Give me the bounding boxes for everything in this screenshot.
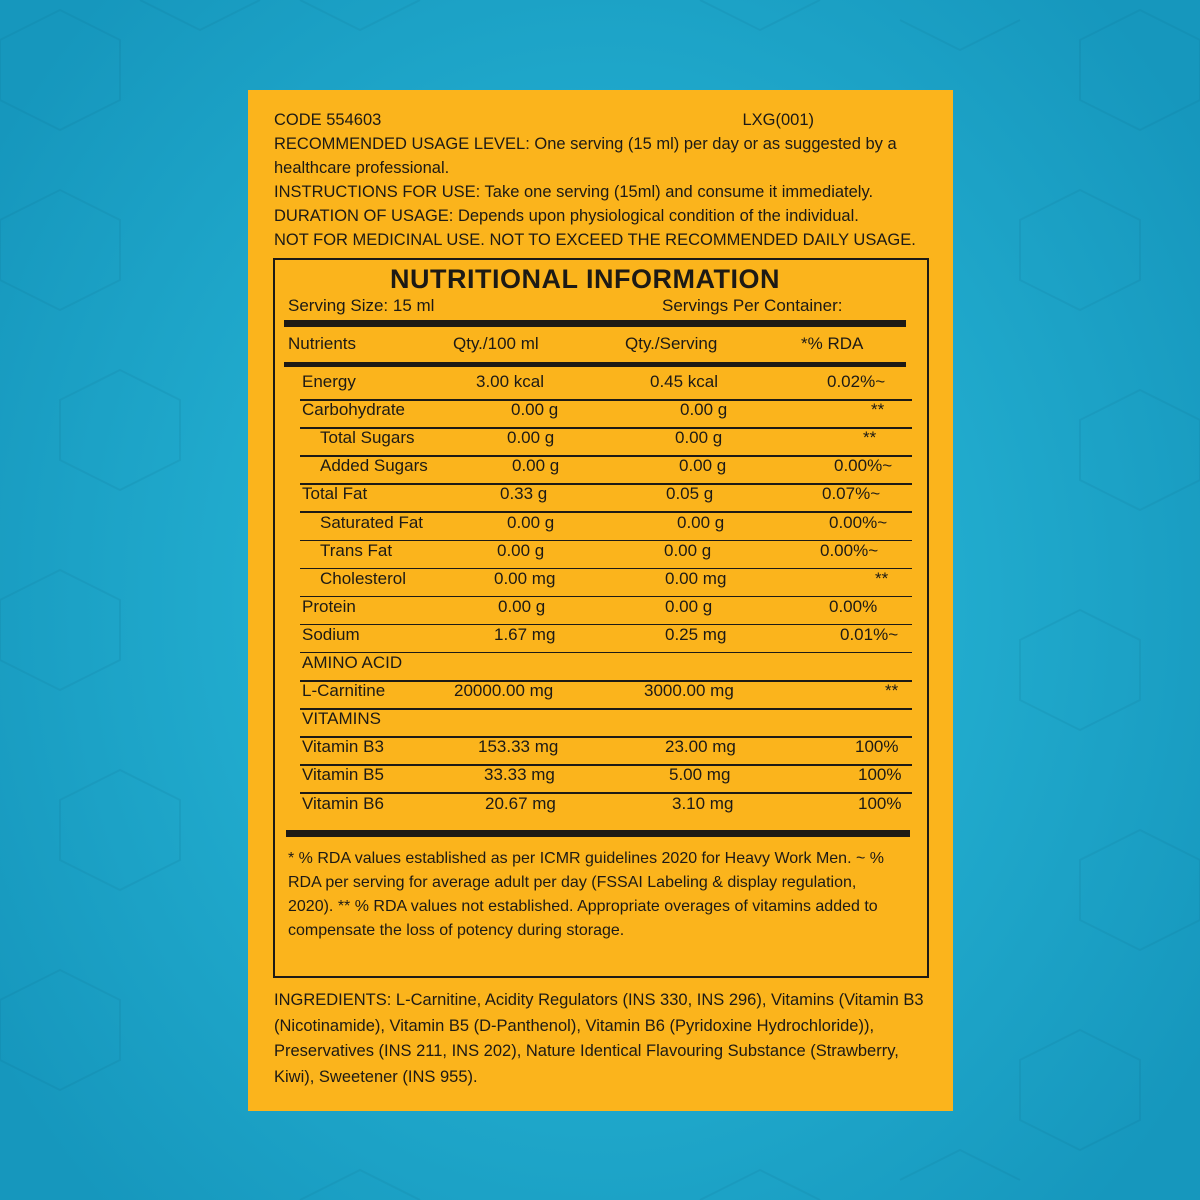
qty-per-serving: 3.10 mg bbox=[672, 793, 734, 813]
nutrient-name: Vitamin B5 bbox=[302, 765, 384, 785]
rda-value: 0.00%~ bbox=[834, 456, 893, 476]
rda-value: ** bbox=[871, 400, 885, 420]
qty-per-100ml: 0.00 g bbox=[507, 512, 555, 532]
table-row bbox=[275, 737, 925, 765]
qty-per-100ml: 0.00 g bbox=[497, 540, 545, 560]
table-bottom-rule bbox=[286, 830, 910, 837]
table-row bbox=[275, 653, 925, 681]
qty-per-serving: 5.00 mg bbox=[669, 765, 731, 785]
nutrition-title: NUTRITIONAL INFORMATION bbox=[390, 264, 780, 294]
table-row bbox=[275, 484, 925, 512]
nutrient-name: Carbohydrate bbox=[302, 400, 406, 420]
usage-info bbox=[274, 108, 934, 252]
qty-per-100ml: 0.00 g bbox=[512, 456, 560, 476]
table-row bbox=[275, 681, 925, 709]
qty-per-100ml: 33.33 mg bbox=[484, 765, 555, 785]
nutrient-name: Cholesterol bbox=[320, 568, 406, 588]
product-code: CODE 554603 bbox=[274, 111, 382, 129]
qty-per-100ml: 0.33 g bbox=[500, 484, 548, 504]
table-row bbox=[275, 456, 925, 484]
nutrition-header-row bbox=[288, 334, 908, 358]
supplement-label-panel bbox=[248, 90, 953, 1111]
rda-value: 100% bbox=[855, 737, 899, 757]
qty-per-100ml: 153.33 mg bbox=[478, 737, 559, 757]
nutrient-name: Vitamin B6 bbox=[302, 793, 384, 813]
medicinal-warning: NOT FOR MEDICINAL USE. NOT TO EXCEED THE RECOMMENDED DAILY USAGE. bbox=[274, 231, 916, 249]
qty-per-100ml: 0.00 g bbox=[507, 428, 555, 448]
servings-per-container: Servings Per Container: bbox=[662, 296, 843, 315]
qty-per-100ml: 20.67 mg bbox=[485, 793, 556, 813]
rda-value: 0.00% bbox=[829, 596, 878, 616]
code-row bbox=[274, 108, 934, 132]
nutrient-name: L-Carnitine bbox=[302, 681, 386, 701]
nutrient-name: VITAMINS bbox=[302, 709, 382, 729]
rda-value: 100% bbox=[858, 765, 902, 785]
duration-of-usage: DURATION OF USAGE: Depends upon physiological condition of the individual. bbox=[274, 207, 859, 225]
qty-per-serving: 0.00 g bbox=[665, 596, 713, 616]
qty-per-serving: 0.05 g bbox=[666, 484, 714, 504]
header-qty-100ml: Qty./100 ml bbox=[453, 334, 539, 353]
nutrition-facts-box bbox=[273, 258, 929, 978]
nutrient-name: Energy bbox=[302, 372, 356, 391]
rda-value: 0.00%~ bbox=[829, 512, 888, 532]
qty-per-serving: 0.00 g bbox=[679, 456, 727, 476]
table-row bbox=[275, 625, 925, 653]
table-row bbox=[275, 513, 925, 541]
header-bottom-rule bbox=[284, 362, 906, 367]
qty-per-100ml: 0.00 mg bbox=[494, 568, 556, 588]
rda-value: 0.02%~ bbox=[827, 372, 886, 391]
table-row bbox=[275, 372, 925, 400]
instructions-for-use: INSTRUCTIONS FOR USE: Take one serving (15ml) and consume it immediately. bbox=[274, 183, 874, 201]
qty-per-serving: 0.45 kcal bbox=[650, 372, 719, 391]
rda-value: 0.07%~ bbox=[822, 484, 881, 504]
table-row bbox=[275, 400, 925, 428]
lot-number: LXG(001) bbox=[742, 111, 814, 129]
qty-per-serving: 3000.00 mg bbox=[644, 681, 734, 701]
table-row bbox=[275, 765, 925, 793]
qty-per-serving: 23.00 mg bbox=[665, 737, 736, 757]
nutrient-name: Sodium bbox=[302, 624, 360, 644]
qty-per-serving: 0.25 mg bbox=[665, 624, 727, 644]
table-row bbox=[275, 794, 925, 822]
rda-value: 100% bbox=[858, 793, 902, 813]
nutrient-name: Vitamin B3 bbox=[302, 737, 384, 757]
rda-footnote: * % RDA values established as per ICMR guidelines 2020 for Heavy Work Men. ~ % RDA per serving for average adult per day (FSSAI Labeling & display regulation, 2020). ** % RDA values not established. Appropriate overages of vitamins added to compensate the loss of potency during storage. bbox=[288, 850, 884, 939]
qty-per-100ml: 0.00 g bbox=[511, 400, 559, 420]
header-rda: *% RDA bbox=[801, 334, 864, 353]
table-row bbox=[275, 541, 925, 569]
nutrient-name: Added Sugars bbox=[320, 456, 428, 476]
nutrient-name: Saturated Fat bbox=[320, 512, 424, 532]
nutrient-name: Trans Fat bbox=[320, 540, 393, 560]
rda-value: ** bbox=[863, 428, 877, 448]
ingredients-list: INGREDIENTS: L-Carnitine, Acidity Regulators (INS 330, INS 296), Vitamins (Vitamin B3 (Nicotinamide), Vitamin B5 (D-Panthenol), Vitamin B6 (Pyridoxine Hydrochloride)), Preservatives (INS 211, INS 202), Nature Identical Flavouring Substance (Strawberry, Kiwi), Sweetener (INS 955). bbox=[274, 991, 924, 1086]
table-row bbox=[275, 709, 925, 737]
header-qty-serving: Qty./Serving bbox=[625, 334, 718, 353]
qty-per-serving: 0.00 g bbox=[680, 400, 728, 420]
table-row bbox=[275, 428, 925, 456]
qty-per-serving: 0.00 g bbox=[664, 540, 712, 560]
qty-per-100ml: 20000.00 mg bbox=[454, 681, 554, 701]
header-nutrients: Nutrients bbox=[288, 334, 357, 353]
nutrient-name: Total Sugars bbox=[320, 428, 415, 448]
nutrient-name: AMINO ACID bbox=[302, 653, 403, 672]
serving-size: Serving Size: 15 ml bbox=[288, 296, 435, 315]
table-row bbox=[275, 597, 925, 625]
header-top-rule bbox=[284, 320, 906, 327]
rda-value: 0.00%~ bbox=[820, 540, 879, 560]
nutrient-name: Total Fat bbox=[302, 484, 368, 504]
qty-per-100ml: 3.00 kcal bbox=[476, 372, 545, 391]
nutrient-name: Protein bbox=[302, 596, 356, 616]
qty-per-serving: 0.00 g bbox=[677, 512, 725, 532]
qty-per-100ml: 0.00 g bbox=[498, 596, 546, 616]
recommended-usage: RECOMMENDED USAGE LEVEL: One serving (15 ml) per day or as suggested by a healthcare professional. bbox=[274, 135, 897, 177]
qty-per-100ml: 1.67 mg bbox=[494, 624, 556, 644]
qty-per-serving: 0.00 mg bbox=[665, 568, 727, 588]
table-row bbox=[275, 569, 925, 597]
rda-value: ** bbox=[885, 681, 899, 701]
rda-value: 0.01%~ bbox=[840, 624, 899, 644]
rda-value: ** bbox=[875, 568, 889, 588]
qty-per-serving: 0.00 g bbox=[675, 428, 723, 448]
